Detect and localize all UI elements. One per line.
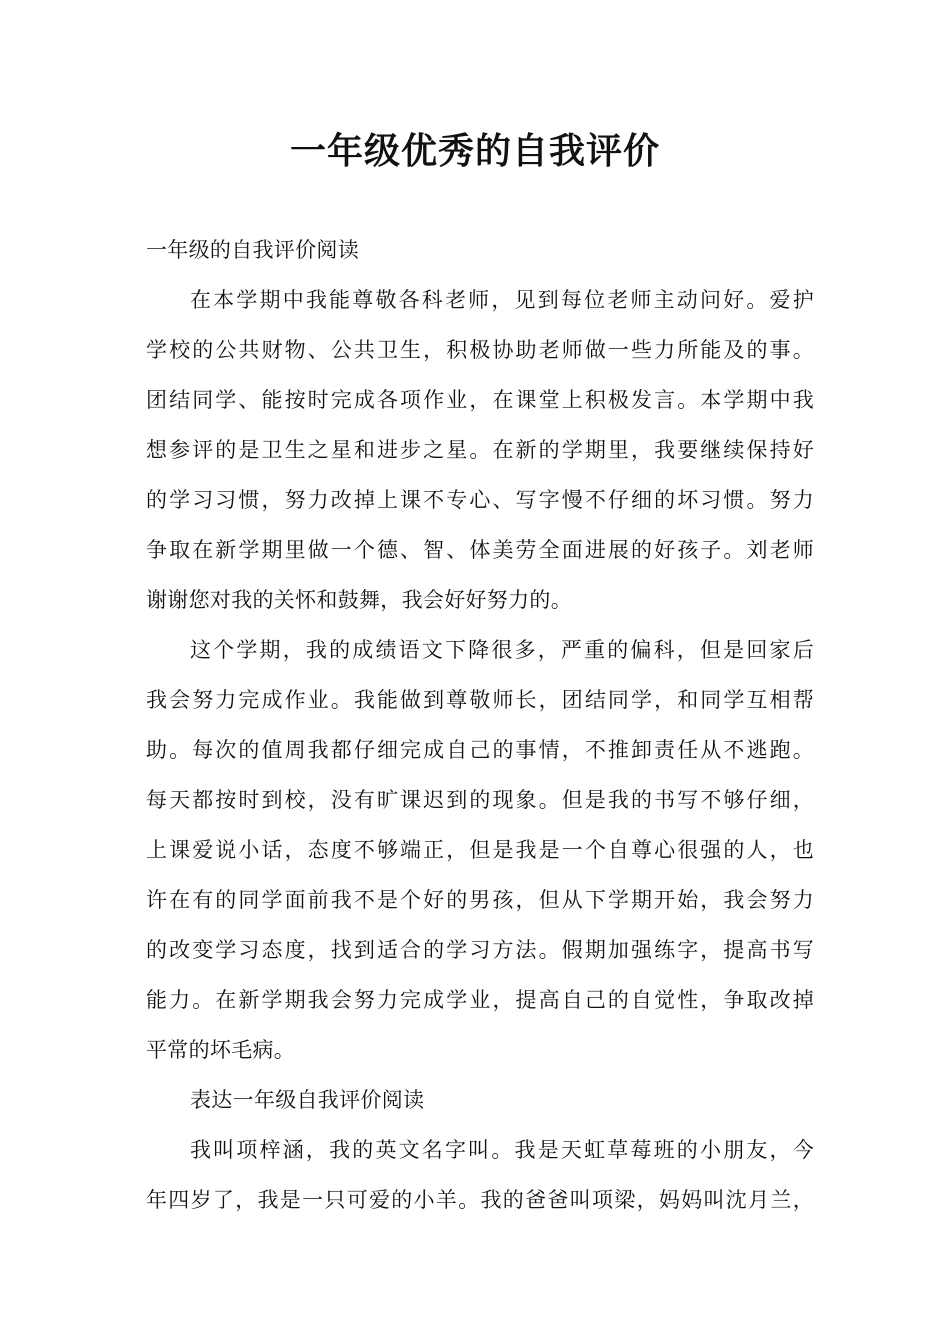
paragraph-line: 想参评的是卫生之星和进步之星。在新的学期里，我要继续保持好 bbox=[146, 438, 814, 462]
paragraph-line: 团结同学、能按时完成各项作业，在课堂上积极发言。本学期中我 bbox=[146, 388, 814, 412]
document-body bbox=[146, 232, 814, 1232]
paragraph-line: 上课爱说小话，态度不够端正，但是我是一个自尊心很强的人，也 bbox=[146, 838, 814, 862]
paragraph-line: 助。每次的值周我都仔细完成自己的事情，不推卸责任从不逃跑。 bbox=[146, 738, 814, 762]
paragraph-line: 在本学期中我能尊敬各科老师，见到每位老师主动问好。爱护 bbox=[190, 288, 814, 312]
paragraph-line: 学校的公共财物、公共卫生，积极协助老师做一些力所能及的事。 bbox=[146, 338, 814, 362]
paragraph-line: 争取在新学期里做一个德、智、体美劳全面进展的好孩子。刘老师 bbox=[146, 538, 814, 562]
paragraph-line: 能力。在新学期我会努力完成学业，提高自己的自觉性，争取改掉 bbox=[146, 988, 814, 1012]
paragraph-line: 年四岁了，我是一只可爱的小羊。我的爸爸叫项梁，妈妈叫沈月兰， bbox=[146, 1188, 814, 1212]
document-title: 一年级优秀的自我评价 bbox=[289, 131, 660, 172]
paragraph-line: 平常的坏毛病。 bbox=[146, 1038, 296, 1062]
section-heading: 表达一年级自我评价阅读 bbox=[190, 1088, 425, 1112]
paragraph-line: 我叫项梓涵，我的英文名字叫。我是天虹草莓班的小朋友，今 bbox=[190, 1138, 814, 1162]
paragraph-line: 每天都按时到校，没有旷课迟到的现象。但是我的书写不够仔细， bbox=[146, 788, 814, 812]
paragraph-line: 的改变学习态度，找到适合的学习方法。假期加强练字，提高书写 bbox=[146, 938, 814, 962]
paragraph-line: 这个学期，我的成绩语文下降很多，严重的偏科，但是回家后 bbox=[190, 638, 814, 662]
paragraph-line: 的学习习惯，努力改掉上课不专心、写字慢不仔细的坏习惯。努力 bbox=[146, 488, 814, 512]
paragraph-line: 许在有的同学面前我不是个好的男孩，但从下学期开始，我会努力 bbox=[146, 888, 814, 912]
section-heading: 一年级的自我评价阅读 bbox=[146, 238, 359, 262]
paragraph-line: 我会努力完成作业。我能做到尊敬师长，团结同学，和同学互相帮 bbox=[146, 688, 814, 712]
paragraph-line: 谢谢您对我的关怀和鼓舞，我会好好努力的。 bbox=[146, 588, 572, 612]
